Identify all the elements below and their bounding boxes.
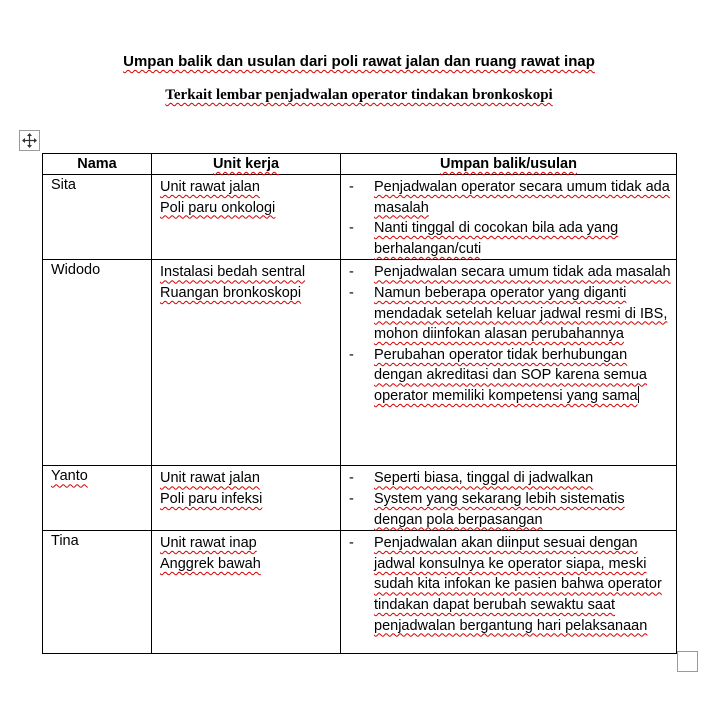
table-row bbox=[43, 531, 677, 654]
list-item: - Seperti biasa, tinggal di jadwalkan bbox=[374, 468, 672, 489]
table-resize-handle-icon[interactable] bbox=[677, 651, 698, 672]
table-row bbox=[43, 175, 677, 260]
cell-feedback[interactable] bbox=[341, 466, 677, 531]
list-item: - Namun beberapa operator yang diganti mendadak setelah keluar jadwal resmi di IBS, mohon diinfokan alasan perubahannya bbox=[374, 283, 672, 345]
document-title: Umpan balik dan usulan dari poli rawat jalan dan ruang rawat inap bbox=[123, 53, 595, 70]
cell-feedback[interactable] bbox=[341, 260, 677, 466]
cell-unit[interactable]: Unit rawat jalan Poli paru infeksi bbox=[152, 466, 341, 531]
list-item: - Penjadwalan secara umum tidak ada masalah bbox=[374, 262, 672, 283]
cell-name[interactable]: Tina bbox=[43, 531, 152, 654]
cell-unit[interactable]: Unit rawat inap Anggrek bawah bbox=[152, 531, 341, 654]
cell-name[interactable]: Widodo bbox=[43, 260, 152, 466]
table-header-row bbox=[43, 154, 677, 175]
cell-name[interactable]: Yanto bbox=[43, 466, 152, 531]
list-item: - Penjadwalan operator secara umum tidak ada masalah bbox=[374, 177, 672, 218]
list-item: - System yang sekarang lebih sistematis dengan pola berpasangan bbox=[374, 489, 672, 530]
header-nama: Nama bbox=[43, 154, 152, 175]
text-cursor bbox=[638, 386, 639, 403]
list-item: - Penjadwalan akan diinput sesuai dengan jadwal konsulnya ke operator siapa, meski sudah kita infokan ke pasien bahwa operator tindakan dapat berubah sewaktu saat penjadwalan bergantung hari pelaksanaan bbox=[374, 533, 672, 636]
cell-unit[interactable]: Unit rawat jalan Poli paru onkologi bbox=[152, 175, 341, 260]
header-umpan-balik: Umpan balik/usulan bbox=[341, 154, 677, 175]
list-item: - Nanti tinggal di cocokan bila ada yang berhalangan/cuti bbox=[374, 218, 672, 259]
feedback-table bbox=[42, 153, 677, 654]
list-item: - Perubahan operator tidak berhubungan dengan akreditasi dan SOP karena semua operator memiliki kompetensi yang sama bbox=[374, 345, 672, 407]
cell-feedback[interactable] bbox=[341, 531, 677, 654]
table-row bbox=[43, 466, 677, 531]
document-subtitle: Terkait lembar penjadwalan operator tindakan bronkoskopi bbox=[165, 87, 553, 103]
table-move-handle[interactable] bbox=[19, 130, 40, 151]
cell-name[interactable]: Sita bbox=[43, 175, 152, 260]
cell-feedback[interactable] bbox=[341, 175, 677, 260]
cell-unit[interactable]: Instalasi bedah sentral Ruangan bronkoskopi bbox=[152, 260, 341, 466]
header-unit-kerja: Unit kerja bbox=[152, 154, 341, 175]
table-row bbox=[43, 260, 677, 466]
move-cross-icon bbox=[22, 133, 37, 148]
